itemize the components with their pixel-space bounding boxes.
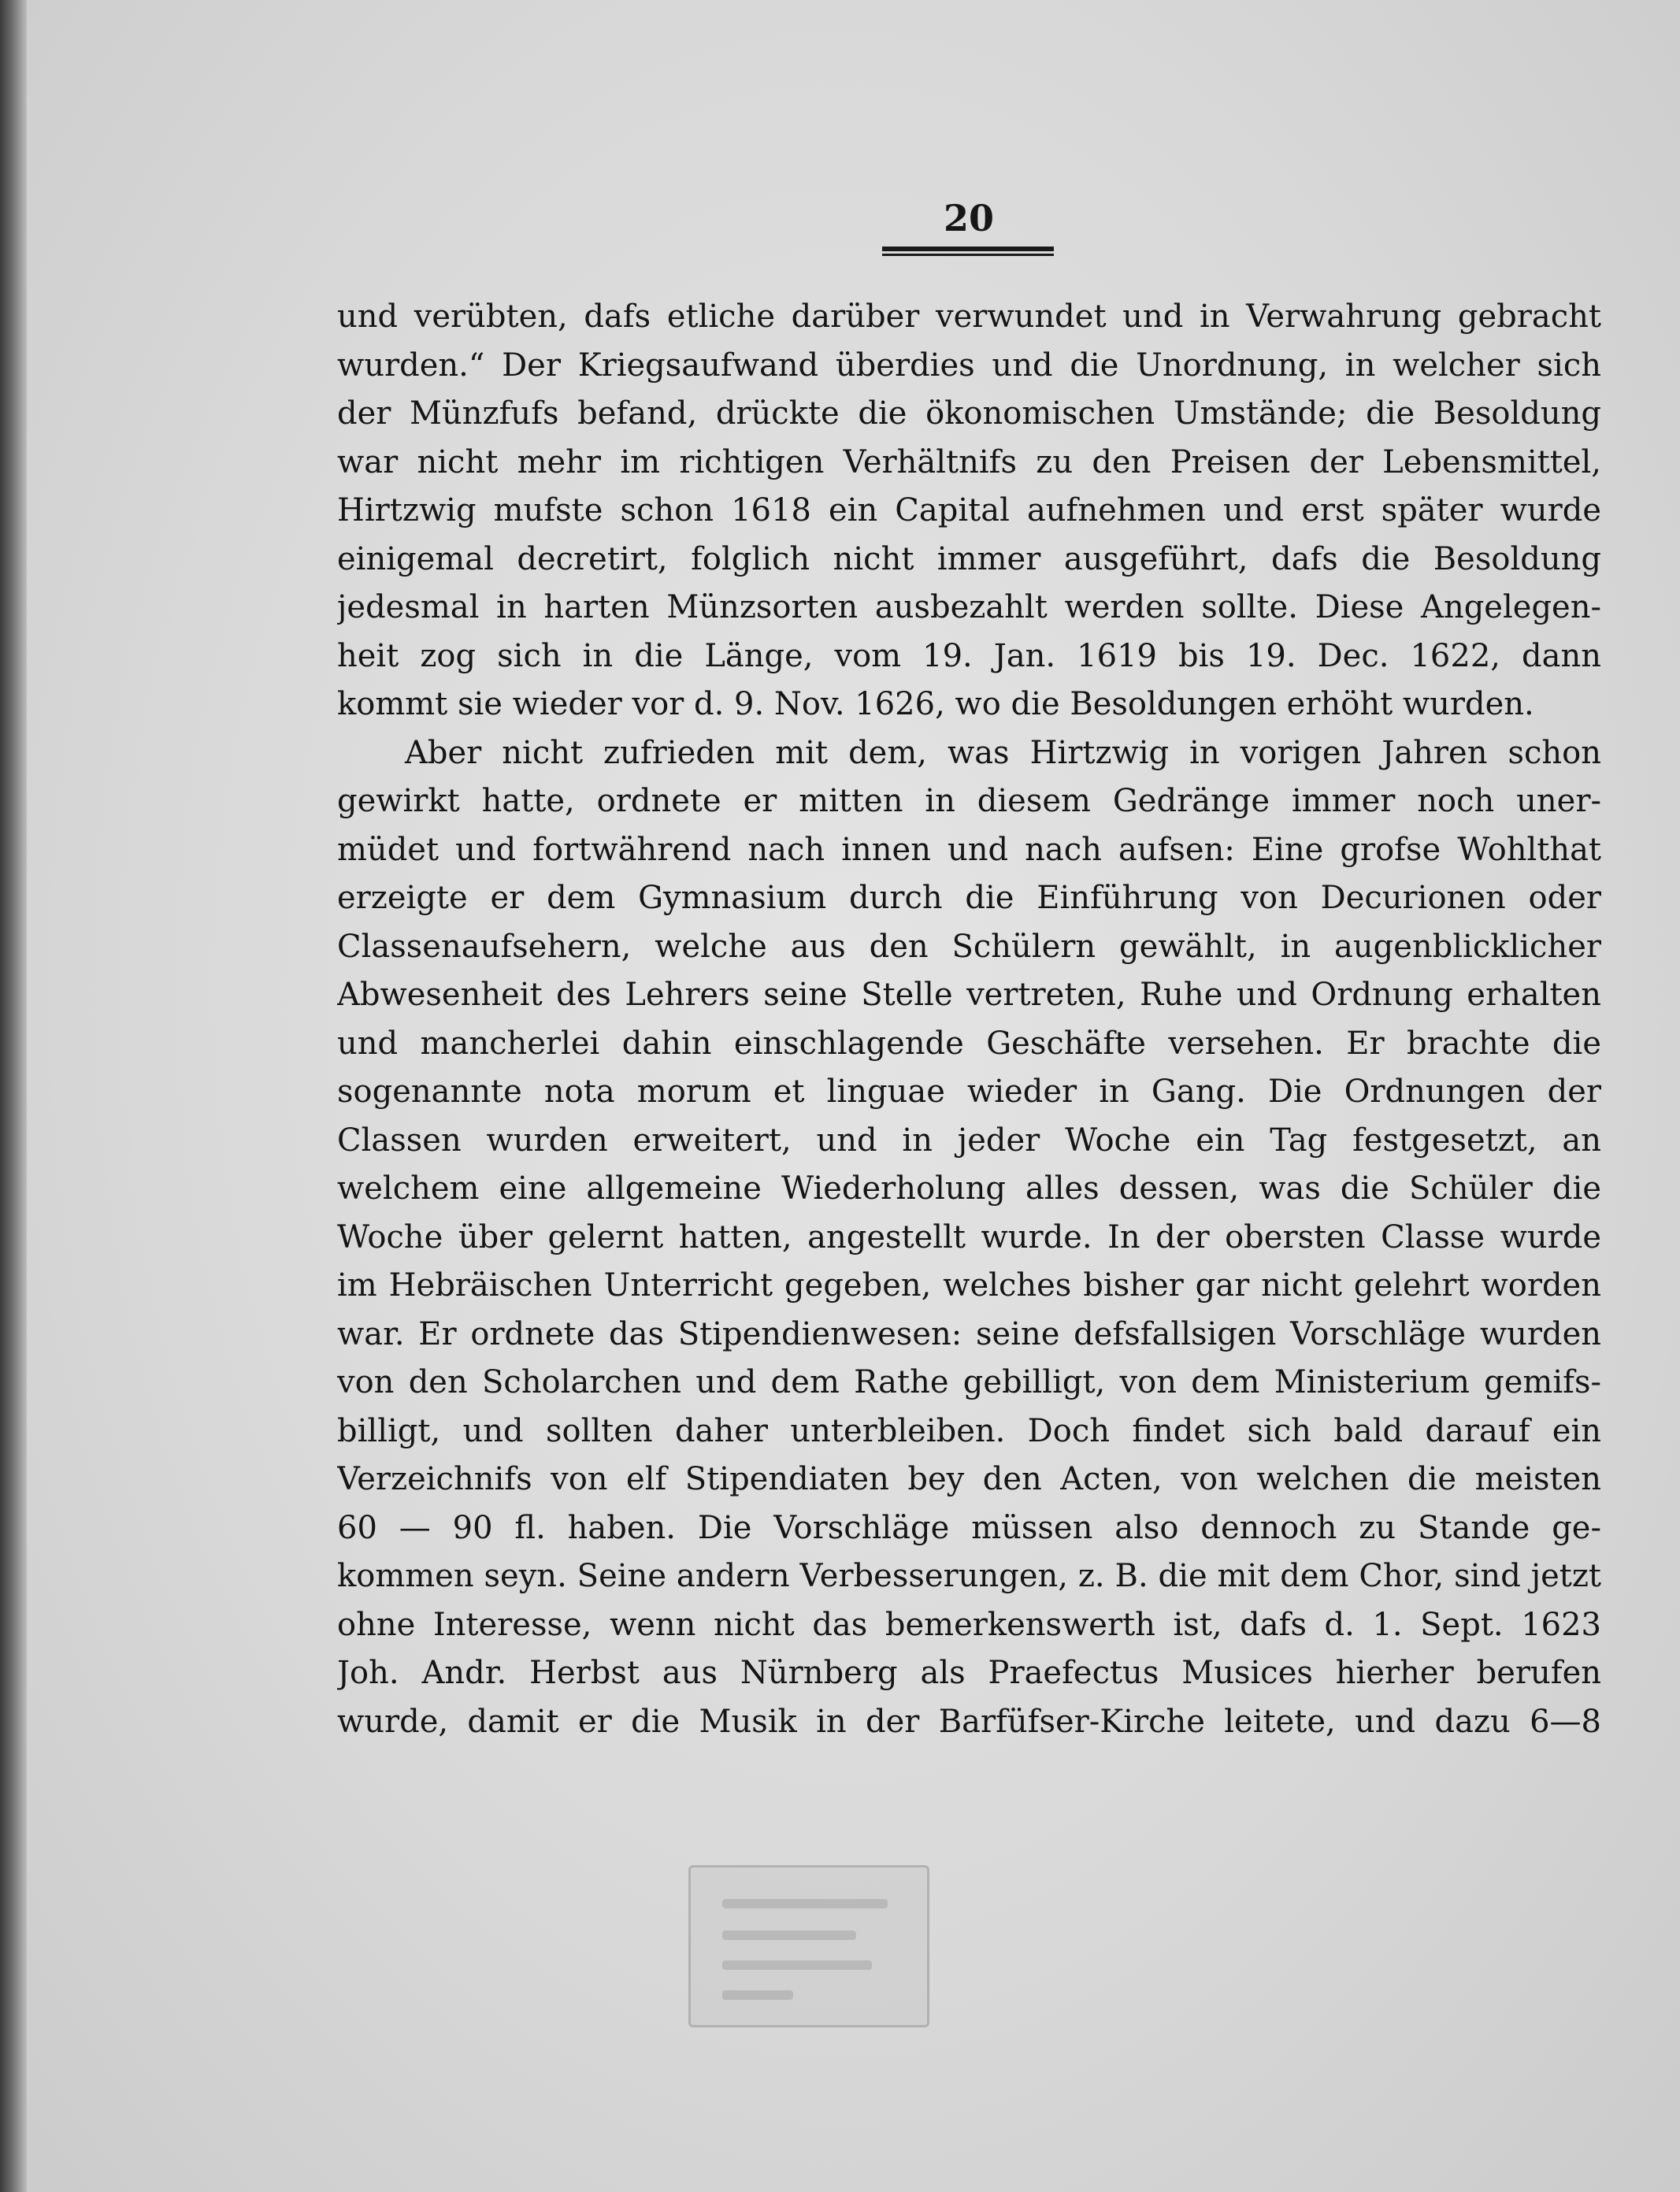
text-line-11: gewirkt hatte, ordnete er mitten in diesem Gedränge immer noch uner- bbox=[337, 783, 1601, 819]
header-rule-thick bbox=[882, 247, 1054, 251]
text-line-14: Classenaufsehern, welche aus den Schülern gewählt, in augenblicklicher bbox=[337, 928, 1601, 965]
text-line-1: und verübten, dafs etliche darüber verwundet und in Verwahrung gebracht bbox=[337, 299, 1601, 335]
text-line-2: wurden.“ Der Kriegsaufwand überdies und die Unordnung, in welcher sich bbox=[337, 347, 1601, 384]
page-number: 20 bbox=[943, 197, 994, 239]
text-line-8: heit zog sich in die Länge, vom 19. Jan. 1619 bis 19. Dec. 1622, dann bbox=[337, 637, 1601, 674]
text-line-26: 60 — 90 fl. haben. Die Vorschläge müssen also dennoch zu Stande ge- bbox=[337, 1509, 1601, 1546]
stamp-mark bbox=[722, 1931, 856, 1940]
text-line-24: billigt, und sollten daher unterbleiben. Doch findet sich bald darauf ein bbox=[337, 1412, 1601, 1449]
text-line-15: Abwesenheit des Lehrers seine Stelle vertreten, Ruhe und Ordnung erhalten bbox=[337, 977, 1601, 1013]
text-line-5: Hirtzwig mufste schon 1618 ein Capital aufnehmen und erst später wurde bbox=[337, 492, 1601, 529]
text-line-4: war nicht mehr im richtigen Verhältnifs zu den Preisen der Lebensmittel, bbox=[337, 443, 1601, 480]
text-line-19: welchem eine allgemeine Wiederholung alles dessen, was die Schüler die bbox=[337, 1170, 1601, 1207]
text-line-6: einigemal decretirt, folglich nicht immer ausgeführt, dafs die Besoldung bbox=[337, 540, 1601, 577]
page-edge-shadow bbox=[0, 0, 27, 2192]
text-line-28: ohne Interesse, wenn nicht das bemerkenswerth ist, dafs d. 1. Sept. 1623 bbox=[337, 1606, 1601, 1643]
text-line-18: Classen wurden erweitert, und in jeder Woche ein Tag festgesetzt, an bbox=[337, 1122, 1601, 1159]
text-line-20: Woche über gelernt hatten, angestellt wurde. In der obersten Classe wurde bbox=[337, 1218, 1601, 1255]
text-line-13: erzeigte er dem Gymnasium durch die Einführung von Decurionen oder bbox=[337, 880, 1601, 916]
text-line-16: und mancherlei dahin einschlagende Geschäfte versehen. Er brachte die bbox=[337, 1025, 1601, 1062]
text-line-29: Joh. Andr. Herbst aus Nürnberg als Praefectus Musices hierher berufen bbox=[337, 1655, 1601, 1691]
text-line-9: kommt sie wieder vor d. 9. Nov. 1626, wo die Besoldungen erhöht wurden. bbox=[337, 686, 1534, 722]
text-line-7: jedesmal in harten Münzsorten ausbezahlt werden sollte. Diese Angelegen- bbox=[337, 589, 1601, 625]
text-line-10: Aber nicht zufrieden mit dem, was Hirtzwig in vorigen Jahren schon bbox=[405, 734, 1601, 771]
text-line-22: war. Er ordnete das Stipendienwesen: seine defsfallsigen Vorschläge wurden bbox=[337, 1315, 1601, 1352]
text-line-21: im Hebräischen Unterricht gegeben, welches bisher gar nicht gelehrt worden bbox=[337, 1267, 1601, 1304]
stamp-mark bbox=[722, 1899, 888, 1908]
text-line-25: Verzeichnifs von elf Stipendiaten bey den Acten, von welchen die meisten bbox=[337, 1461, 1601, 1497]
text-line-23: von den Scholarchen und dem Rathe gebilligt, von dem Ministerium gemifs- bbox=[337, 1364, 1601, 1400]
text-line-27: kommen seyn. Seine andern Verbesserungen, z. B. die mit dem Chor, sind jetzt bbox=[337, 1558, 1601, 1594]
text-line-30: wurde, damit er die Musik in der Barfüfser-Kirche leitete, und dazu 6—8 bbox=[337, 1703, 1601, 1740]
text-line-17: sogenannte nota morum et linguae wieder in Gang. Die Ordnungen der bbox=[337, 1074, 1601, 1110]
body-text bbox=[337, 293, 1601, 1746]
stamp-mark bbox=[722, 1960, 872, 1970]
text-line-12: müdet und fortwährend nach innen und nach aufsen: Eine grofse Wohlthat bbox=[337, 831, 1601, 868]
library-stamp-faint bbox=[688, 1865, 929, 2027]
text-line-3: der Münzfufs befand, drückte die ökonomischen Umstände; die Besoldung bbox=[337, 395, 1601, 432]
stamp-mark bbox=[722, 1990, 793, 2000]
header-rule-thin bbox=[882, 254, 1054, 256]
